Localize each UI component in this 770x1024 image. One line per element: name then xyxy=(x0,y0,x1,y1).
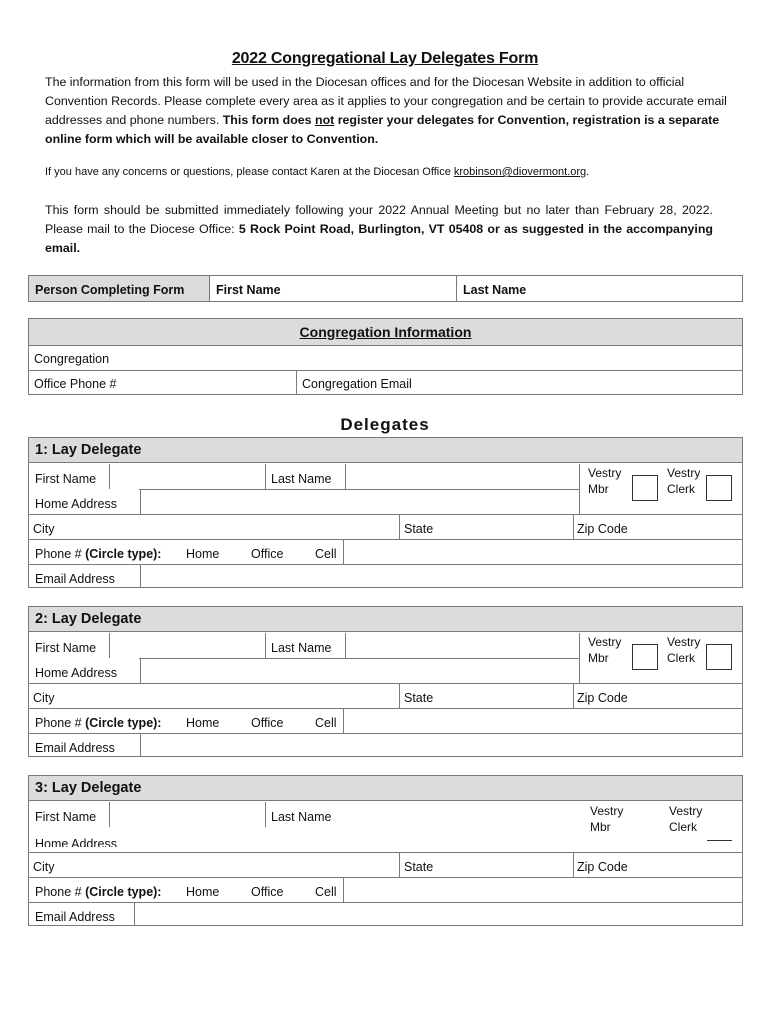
phone-label: Phone # (Circle type): xyxy=(35,716,162,730)
divider xyxy=(573,683,574,708)
phone-input[interactable] xyxy=(344,878,740,902)
delegate-title: 1: Lay Delegate xyxy=(29,438,742,463)
first-name-label: First Name xyxy=(35,641,97,655)
delegates-heading: Delegates xyxy=(340,415,430,434)
phone-type-cell[interactable]: Cell xyxy=(315,716,337,730)
first-name-input[interactable] xyxy=(110,802,265,827)
home-address-input[interactable] xyxy=(141,828,579,852)
phone-input[interactable] xyxy=(344,709,740,733)
phone-type-cell[interactable]: Cell xyxy=(315,885,337,899)
congregation-info-heading: Congregation Information xyxy=(29,319,742,345)
person-last-name-input[interactable] xyxy=(534,276,742,301)
phone-input[interactable] xyxy=(344,540,740,564)
vestry-clerk-label: Vestry Clerk xyxy=(667,466,701,496)
zip-label: Zip Code xyxy=(577,860,628,874)
zip-input[interactable] xyxy=(634,853,740,877)
concerns-end: . xyxy=(586,166,590,178)
congregation-email-input[interactable] xyxy=(424,371,739,394)
intro-plain: The information from this form will be used in the Diocesan offices and for the Diocesan Website in addition to official Convention Records. Please complete every area as it applies to your congregation and be certain to provide accurate email addresses and phone numbers. xyxy=(45,75,727,127)
home-address-label: Home Address xyxy=(35,838,117,847)
divider xyxy=(265,802,266,827)
state-input[interactable] xyxy=(439,853,572,877)
concerns-text: If you have any concerns or questions, please contact Karen at the Diocesan Office xyxy=(45,166,451,178)
vestry-clerk-label: Vestry Clerk xyxy=(669,804,703,834)
home-address-label: Home Address xyxy=(35,666,117,680)
contact-email-link[interactable]: krobinson@diovermont.org xyxy=(453,166,587,178)
state-label: State xyxy=(404,522,434,536)
deadline-paragraph xyxy=(45,201,713,258)
concerns-line xyxy=(45,166,735,178)
phone-type-office[interactable]: Office xyxy=(251,885,284,899)
congregation-label: Congregation xyxy=(34,352,110,366)
congregation-input[interactable] xyxy=(119,346,739,370)
phone-label: Phone # (Circle type): xyxy=(35,885,162,899)
office-phone-input[interactable] xyxy=(134,371,294,394)
vestry-clerk-checkbox[interactable] xyxy=(707,840,732,841)
zip-input[interactable] xyxy=(634,515,740,539)
city-input[interactable] xyxy=(59,515,397,539)
person-first-name-input[interactable] xyxy=(291,276,456,301)
delegate-title: 3: Lay Delegate xyxy=(29,776,742,801)
phone-type-home[interactable]: Home xyxy=(186,547,220,561)
phone-type-cell[interactable]: Cell xyxy=(315,547,337,561)
deadline-address: 5 Rock Point Road, Burlington, VT 05408 or as suggested in the accompanying email. xyxy=(45,222,713,255)
last-name-label: Last Name xyxy=(271,810,332,824)
email-label: Email Address xyxy=(35,910,115,924)
phone-type-home[interactable]: Home xyxy=(186,716,220,730)
divider xyxy=(456,276,457,301)
zip-input[interactable] xyxy=(634,684,740,708)
person-completing-row xyxy=(28,275,743,302)
divider xyxy=(579,464,580,514)
city-label: City xyxy=(33,522,55,536)
city-label: City xyxy=(33,691,55,705)
state-label: State xyxy=(404,691,434,705)
vestry-mbr-checkbox[interactable] xyxy=(632,813,658,839)
congregation-email-label: Congregation Email xyxy=(302,377,412,391)
intro-bold-1: This form does xyxy=(222,113,312,127)
divider xyxy=(399,852,400,877)
divider xyxy=(265,633,266,658)
delegate-block-3 xyxy=(28,775,743,926)
divider xyxy=(399,514,400,539)
phone-label: Phone # (Circle type): xyxy=(35,547,162,561)
divider xyxy=(573,514,574,539)
divider xyxy=(399,683,400,708)
city-label: City xyxy=(33,860,55,874)
person-label: Person Completing Form xyxy=(35,283,185,297)
intro-paragraph xyxy=(45,73,730,149)
delegate-block-1 xyxy=(28,437,743,588)
first-name-input[interactable] xyxy=(110,464,265,489)
first-name-label: First Name xyxy=(35,810,97,824)
home-address-input[interactable] xyxy=(141,659,579,683)
vestry-mbr-checkbox[interactable] xyxy=(632,644,658,670)
person-last-name-label: Last Name xyxy=(463,283,527,297)
vestry-mbr-label: Vestry Mbr xyxy=(588,635,622,665)
vestry-mbr-checkbox[interactable] xyxy=(632,475,658,501)
city-input[interactable] xyxy=(59,853,397,877)
home-address-input[interactable] xyxy=(141,490,579,514)
vestry-clerk-label: Vestry Clerk xyxy=(667,635,701,665)
vestry-mbr-label: Vestry Mbr xyxy=(588,466,622,496)
vestry-clerk-checkbox[interactable] xyxy=(706,644,732,670)
divider xyxy=(296,370,297,394)
divider xyxy=(209,276,210,301)
divider xyxy=(573,852,574,877)
vestry-clerk-checkbox[interactable] xyxy=(706,475,732,501)
delegate-title: 2: Lay Delegate xyxy=(29,607,742,632)
divider xyxy=(265,464,266,489)
deadline-plain: This form should be submitted immediately following your 2022 Annual Meeting but no later than February 28, 2022. Please mail to the Diocese Office: xyxy=(45,203,713,236)
last-name-input[interactable] xyxy=(346,633,579,658)
congregation-info-table xyxy=(28,318,743,395)
last-name-label: Last Name xyxy=(271,472,332,486)
email-label: Email Address xyxy=(35,572,115,586)
home-address-label: Home Address xyxy=(35,497,117,511)
zip-label: Zip Code xyxy=(577,691,628,705)
person-first-name-label: First Name xyxy=(216,283,281,297)
vestry-mbr-label: Vestry Mbr xyxy=(590,804,624,834)
phone-type-home[interactable]: Home xyxy=(186,885,220,899)
first-name-input[interactable] xyxy=(110,633,265,658)
email-label: Email Address xyxy=(35,741,115,755)
email-input[interactable] xyxy=(135,903,740,925)
last-name-input[interactable] xyxy=(346,802,579,827)
divider xyxy=(579,633,580,683)
last-name-input[interactable] xyxy=(346,464,579,489)
email-input[interactable] xyxy=(141,734,740,756)
intro-bold-2: register your delegates for Convention, registration is a separate online form which will be available closer to Convention. xyxy=(45,113,720,146)
email-input[interactable] xyxy=(141,565,740,587)
delegate-block-2 xyxy=(28,606,743,757)
city-input[interactable] xyxy=(59,684,397,708)
form-title: 2022 Congregational Lay Delegates Form xyxy=(231,50,539,67)
phone-type-office[interactable]: Office xyxy=(251,547,284,561)
state-input[interactable] xyxy=(439,515,572,539)
last-name-label: Last Name xyxy=(271,641,332,655)
zip-label: Zip Code xyxy=(577,522,628,536)
first-name-label: First Name xyxy=(35,472,97,486)
state-input[interactable] xyxy=(439,684,572,708)
office-phone-label: Office Phone # xyxy=(34,377,117,391)
intro-bold-not: not xyxy=(315,113,335,127)
phone-type-office[interactable]: Office xyxy=(251,716,284,730)
state-label: State xyxy=(404,860,434,874)
